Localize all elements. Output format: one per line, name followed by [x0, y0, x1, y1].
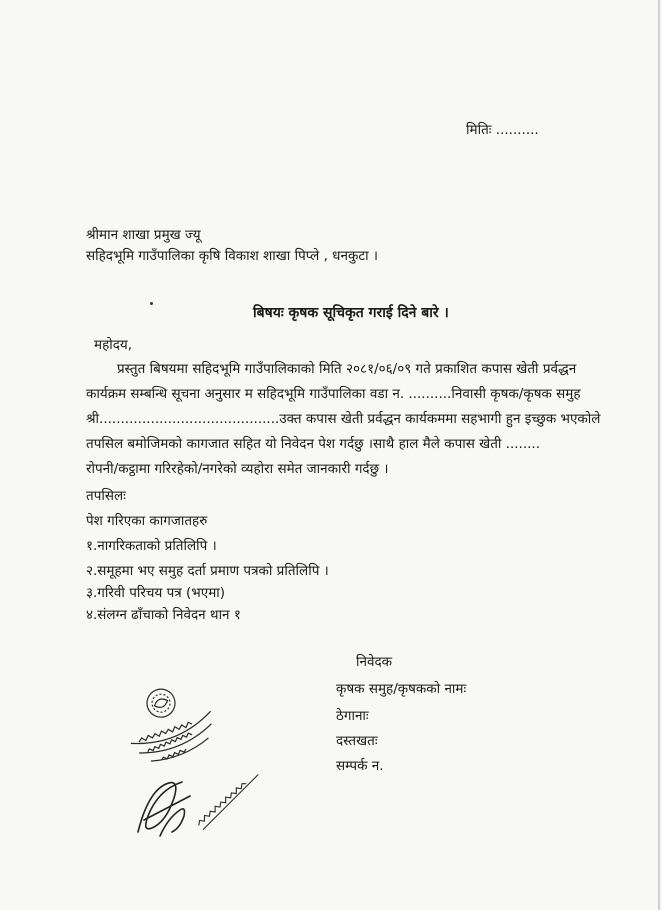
document-item: १.नागरिकताको प्रतिलिपि ।	[86, 538, 217, 554]
document-item: ३.गरिवी परिचय पत्र (भएमा)	[86, 585, 226, 601]
body-line-1: प्रस्तुत बिषयमा सहिदभूमि गाउँपालिकाको मिति २०८१/०६/०९ गते प्रकाशित कपास खेती प्रर्वद्धन	[117, 361, 577, 377]
body-line-2: कार्यक्रम सम्बन्धि सूचना अनुसार म सहिदभूमि गाउँपालिका वडा न. ..........निवासी कृषक/कृषक समुह	[86, 386, 581, 402]
official-signature	[130, 740, 270, 850]
document-item: ४.संलग्न ढाँचाको निवेदन थान १	[86, 607, 241, 623]
body-line-5: रोपनी/कट्ठामा गरिरहेको/नगरेको व्यहोरा समेत जानकारी गर्दछु ।	[86, 461, 389, 477]
applicant-signature-label: दस्तखतः	[336, 733, 378, 749]
recipient-line-2: सहिदभूमि गाउँपालिका कृषि विकाश शाखा पिप्ले , धनकुटा ।	[86, 248, 379, 264]
body-line-4: तपसिल बमोजिमको कागजात सहित यो निवेदन पेश गर्दछु ।साथै हाल मैले कपास खेती ........	[86, 436, 541, 452]
applicant-name-label: कृषक समुह/कृषकको नामः	[336, 681, 467, 697]
applicant-address-label: ठेगानाः	[336, 708, 369, 724]
stray-mark	[150, 302, 153, 305]
document-item: २.समूहमा भए समुह दर्ता प्रमाण पत्रको प्रतिलिपि ।	[86, 563, 329, 579]
recipient-line-1: श्रीमान शाखा प्रमुख ज्यू	[86, 227, 201, 243]
subject-line: बिषयः कृषक सूचिकृत गराई दिने बारे ।	[253, 305, 449, 321]
applicant-heading: निवेदक	[356, 654, 393, 670]
body-line-3: श्री..........................................उक्त कपास खेती प्रर्वद्धन कार्यकममा सहभागी हुन इच्छुक भएकोले	[86, 411, 601, 427]
salutation: महोदय,	[94, 337, 133, 353]
applicant-contact-label: सम्पर्क न.	[336, 758, 384, 774]
tapsil-heading: तपसिलः	[86, 488, 126, 504]
documents-heading: पेश गरिएका कागजातहरु	[86, 513, 208, 529]
page-edge-shadow	[658, 0, 660, 910]
date-line: मितिः ..........	[466, 122, 539, 138]
